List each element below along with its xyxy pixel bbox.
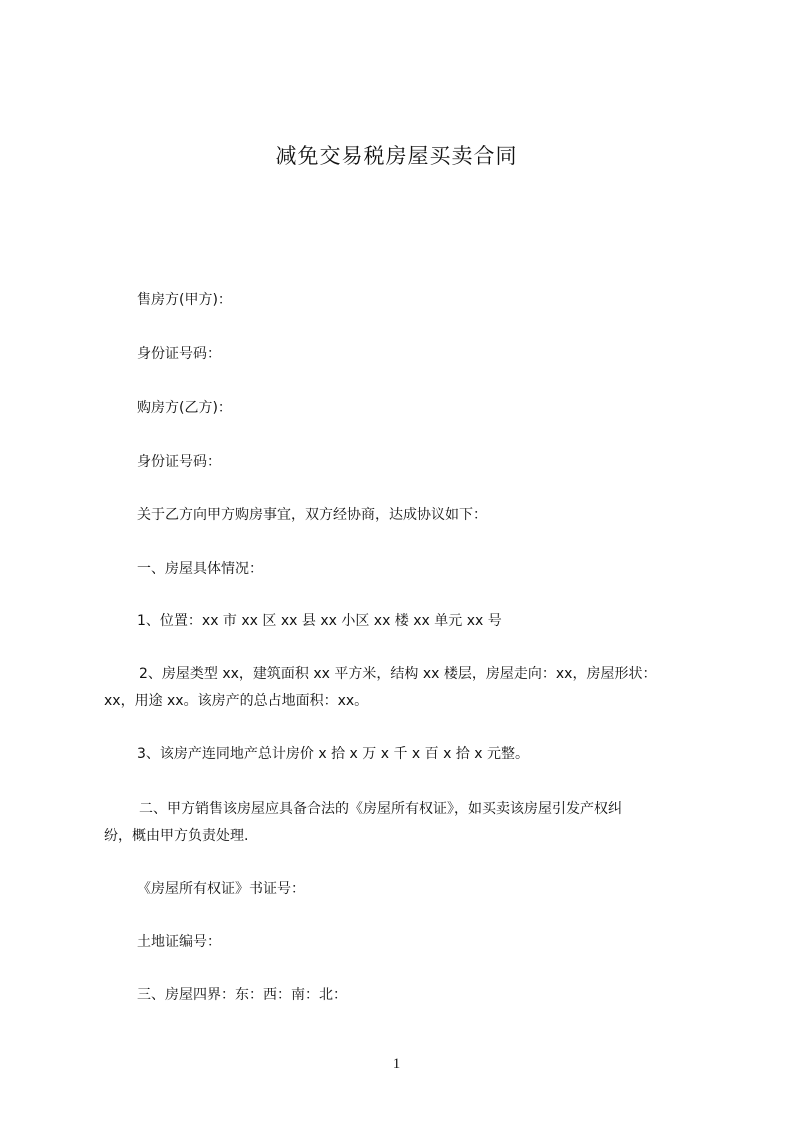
section2-line1: 二、甲方销售该房屋应具备合法的《房屋所有权证》，如买卖该房屋引发产权纠 bbox=[139, 801, 622, 817]
seller-label: 售房方(甲方)： bbox=[137, 292, 232, 308]
item2-line1: 2、房屋类型 xx，建筑面积 xx 平方米，结构 xx 楼层，房屋走向：xx，房屋形状： bbox=[139, 666, 657, 682]
item3-price: 3、该房产连同地产总计房价 x 拾 x 万 x 千 x 百 x 拾 x 元整。 bbox=[137, 746, 530, 762]
land-cert-label: 土地证编号： bbox=[137, 934, 221, 950]
seller-id-label: 身份证号码： bbox=[137, 346, 221, 362]
item1-location: 1、位置：xx 市 xx 区 xx 县 xx 小区 xx 楼 xx 单元 xx 号 bbox=[137, 613, 502, 629]
section3-boundaries: 三、房屋四界：东：西：南：北： bbox=[137, 987, 347, 1003]
buyer-label: 购房方(乙方)： bbox=[137, 400, 232, 416]
page-number: 1 bbox=[392, 1056, 401, 1072]
buyer-id-label: 身份证号码： bbox=[137, 454, 221, 470]
cert-number-label: 《房屋所有权证》书证号： bbox=[137, 881, 305, 897]
section1-heading: 一、房屋具体情况： bbox=[137, 561, 263, 577]
item2-line2: xx，用途 xx。该房产的总占地面积：xx。 bbox=[104, 693, 369, 709]
section2-line2: 纷，概由甲方负责处理. bbox=[104, 828, 249, 844]
intro-paragraph: 关于乙方向甲方购房事宜，双方经协商，达成协议如下： bbox=[137, 507, 487, 523]
document-title: 减免交易税房屋买卖合同 bbox=[275, 144, 518, 168]
